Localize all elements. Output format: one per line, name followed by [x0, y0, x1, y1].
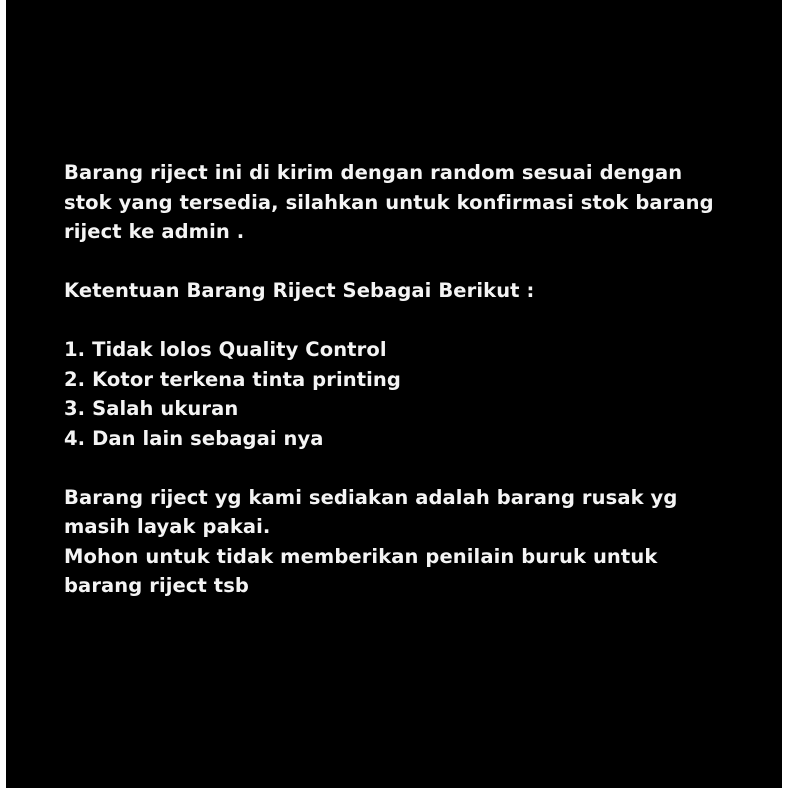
closing-line-1: Barang riject yg kami sediakan adalah barang rusak yg	[64, 485, 678, 509]
closing-line-3: Mohon untuk tidak memberikan penilain buruk untuk	[64, 544, 658, 568]
notice-card	[6, 0, 782, 788]
intro-line-2: stok yang tersedia, silahkan untuk konfirmasi stok barang	[64, 190, 714, 214]
intro-line-3: riject ke admin .	[64, 220, 245, 243]
condition-item-2: 2. Kotor terkena tinta printing	[64, 367, 401, 391]
condition-item-4: 4. Dan lain sebagai nya	[64, 426, 324, 450]
intro-line-1: Barang riject ini di kirim dengan random sesuai dengan	[64, 161, 683, 184]
conditions-heading: Ketentuan Barang Riject Sebagai Berikut :	[64, 279, 535, 302]
closing-line-4: barang riject tsb	[64, 574, 249, 597]
closing-line-2: masih layak pakai.	[64, 515, 271, 538]
paragraph-gap	[64, 453, 764, 483]
paragraph-gap	[64, 247, 764, 277]
paragraph-gap	[64, 306, 764, 336]
condition-item-3: 3. Salah ukuran	[64, 397, 239, 420]
notice-text-block	[64, 158, 764, 601]
condition-item-1: 1. Tidak lolos Quality Control	[64, 338, 387, 361]
